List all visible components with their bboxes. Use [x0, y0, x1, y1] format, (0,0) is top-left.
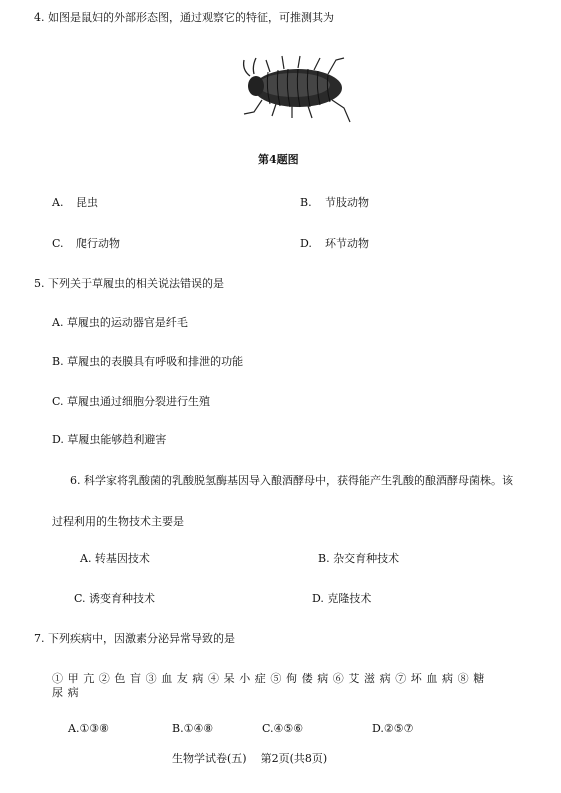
figure-caption: 第4题图 — [258, 153, 299, 166]
question-6-stem-line1: 6. 科学家将乳酸菌的乳酸脱氢酶基因导入酿酒酵母中，获得能产生乳酸的酿酒酵母菌株。该 — [70, 474, 513, 487]
q4-option-c-text: 爬行动物 — [76, 237, 120, 250]
q6-option-d: D. 克隆技术 — [312, 592, 372, 605]
q4-option-d-text: 环节动物 — [325, 237, 369, 250]
q7-option-c: C.④⑤⑥ — [262, 722, 304, 735]
q7-option-d: D.②⑤⑦ — [372, 722, 414, 735]
q4-option-d-letter: D. — [300, 237, 312, 250]
q4-option-a-letter: A. — [52, 196, 64, 209]
q5-option-c: C. 草履虫通过细胞分裂进行生殖 — [52, 395, 211, 408]
q7-option-a: A.①③⑧ — [68, 722, 110, 735]
q7-disease-list-line2: 尿病 — [52, 686, 84, 699]
q4-option-c-letter: C. — [52, 237, 64, 250]
q5-option-d: D. 草履虫能够趋利避害 — [52, 433, 167, 446]
q4-option-b-letter: B. — [300, 196, 312, 209]
q4-option-a-text: 昆虫 — [76, 196, 98, 209]
woodlouse-figure — [232, 52, 360, 130]
q5-option-a: A. 草履虫的运动器官是纤毛 — [52, 316, 188, 329]
q7-disease-list-line1: ①甲亢②色盲③血友病④呆小症⑤佝偻病⑥艾滋病⑦坏血病⑧糖 — [52, 672, 489, 685]
question-4-stem: 4. 如图是鼠妇的外部形态图，通过观察它的特征，可推测其为 — [34, 11, 334, 24]
q6-option-a: A. 转基因技术 — [80, 552, 150, 565]
question-6-stem-line2: 过程利用的生物技术主要是 — [52, 515, 184, 528]
question-7-stem: 7. 下列疾病中，因激素分泌异常导致的是 — [34, 632, 235, 645]
question-5-stem: 5. 下列关于草履虫的相关说法错误的是 — [34, 277, 224, 290]
q4-option-b-text: 节肢动物 — [325, 196, 369, 209]
q7-option-b: B.①④⑧ — [172, 722, 214, 735]
q6-option-b: B. 杂交育种技术 — [318, 552, 400, 565]
page-footer: 生物学试卷(五) 第2页(共8页) — [172, 752, 328, 765]
q5-option-b: B. 草履虫的表膜具有呼吸和排泄的功能 — [52, 355, 244, 368]
q6-option-c: C. 诱变育种技术 — [74, 592, 156, 605]
